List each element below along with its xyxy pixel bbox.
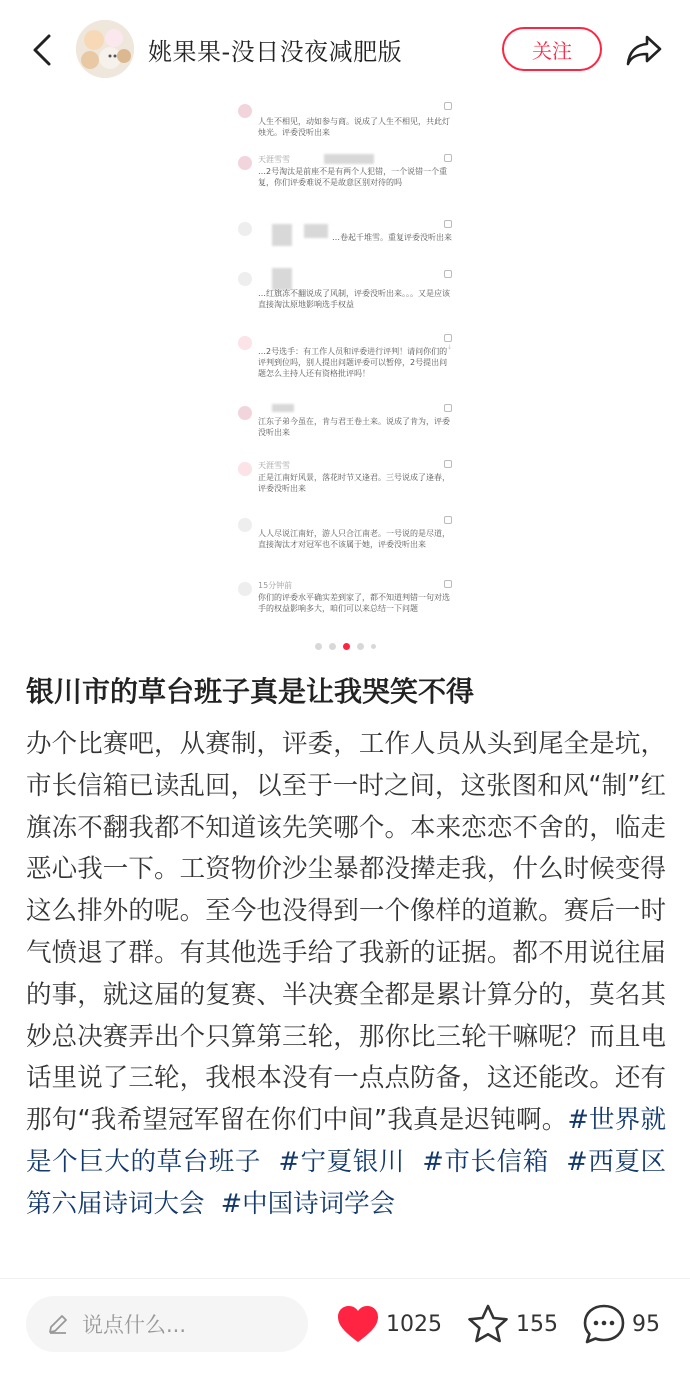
post-text: 办个比赛吧，从赛制，评委，工作人员从头到尾全是坑，市长信箱已读乱回，以至于一时之间，这张图和风“制”红旗冻不翻我都不知道该先笑哪个。本来恋恋不舍的，临走恶心我一下。工资物价沙尘暴都没撵走我，什么时候变得这么排外的呢。至今也没得到一个像样的道歉。赛后一时气愤退了群。有其他选手给了我新的证据。都不用说往届的事，就这届的复赛、半决赛全都是累计算分的，莫名其妙总决赛弄出个只算第三轮，那你比三轮干嘛呢？而且电话里说了三轮，我根本没有一点点防备，这还能改。还有那句“我希望冠军留在你们中间”我真是迟钝啊。 <box>26 729 666 1136</box>
chevron-left-icon <box>31 33 53 67</box>
follow-button[interactable]: 关注 <box>502 27 602 71</box>
carousel-dot[interactable] <box>371 644 376 649</box>
comment-screenshot <box>232 100 462 625</box>
screenshot-comment: 江东子弟今虽在，肯与君王卷土来。说成了肯为，评委没听出来 <box>232 402 462 450</box>
comment-bubble-icon <box>582 1303 626 1345</box>
hashtag[interactable]: #宁夏银川 <box>278 1146 405 1177</box>
carousel-dot[interactable] <box>329 643 336 650</box>
screenshot-comment: 人生不相见，动如参与商。说成了人生不相见，共此灯烛光。评委没听出来 <box>232 100 462 150</box>
post-body <box>26 724 666 1226</box>
comment-placeholder: 说点什么... <box>82 1313 187 1337</box>
back-button[interactable] <box>22 30 62 70</box>
carousel-dot-active[interactable] <box>343 643 350 650</box>
share-icon <box>625 33 663 67</box>
star-icon <box>466 1303 510 1345</box>
screenshot-comment: ↓ …2号选手：有工作人员和评委进行评判！请问你们的评判到位吗，别人提出问题评委可以暂停，2号提出问题怎么主持人还有资格批评吗！ <box>232 332 462 402</box>
hashtag[interactable]: #西夏区第六届诗词大会 <box>26 1146 667 1219</box>
top-bar <box>0 0 690 100</box>
author-name[interactable]: 姚果果-没日没夜减肥版 <box>148 38 403 66</box>
screenshot-comment: …卷起千堆雪。重复评委没听出来 <box>232 218 462 266</box>
image-carousel[interactable] <box>0 100 690 625</box>
carousel-dot[interactable] <box>315 643 322 650</box>
post-title: 银川市的草台班子真是让我哭笑不得 <box>26 675 475 708</box>
heart-icon <box>336 1304 380 1344</box>
carousel-indicator <box>0 643 690 650</box>
screenshot-comment: 天涯雪雪 正是江南好风景，落花时节又逢君。三号说成了逢春，评委没听出来 <box>232 458 462 506</box>
screenshot-comment: 天涯雪雪 …2号淘汰是前座不是有两个人犯错，一个说错一个重复，你们评委难说不是故意区别对待的吗 <box>232 152 462 212</box>
pencil-icon <box>46 1312 70 1336</box>
hashtag[interactable]: #市长信箱 <box>422 1146 549 1177</box>
hashtag[interactable]: #中国诗词学会 <box>220 1188 396 1219</box>
screenshot-comment: 15分钟前 你们的评委水平确实差到家了，都不知道判错一句对选手的权益影响多大，咱们可以来总结一下问题 <box>232 578 462 624</box>
comment-count: 95 <box>632 1311 660 1337</box>
carousel-dot[interactable] <box>357 643 364 650</box>
star-count: 155 <box>516 1311 558 1337</box>
screenshot-comment: …红旗冻不翻说成了风制，评委没听出来。。。又是应该直接淘汰原地影响选手权益 <box>232 268 462 326</box>
comment-button[interactable] <box>582 1299 660 1349</box>
like-button[interactable] <box>336 1299 442 1349</box>
avatar-image <box>76 20 134 78</box>
collect-button[interactable] <box>466 1299 558 1349</box>
comment-input[interactable] <box>26 1296 308 1352</box>
bottom-action-bar <box>0 1278 690 1390</box>
like-count: 1025 <box>386 1311 442 1337</box>
hashtag[interactable]: #世界就是个巨大的草台班子 <box>26 1105 666 1177</box>
avatar[interactable] <box>76 20 134 78</box>
share-button[interactable] <box>622 30 666 70</box>
screenshot-comment: 人人尽说江南好，游人只合江南老。一号说的是尽道，直接淘汰才对冠军也不该属于她，评委没听出来 <box>232 514 462 570</box>
